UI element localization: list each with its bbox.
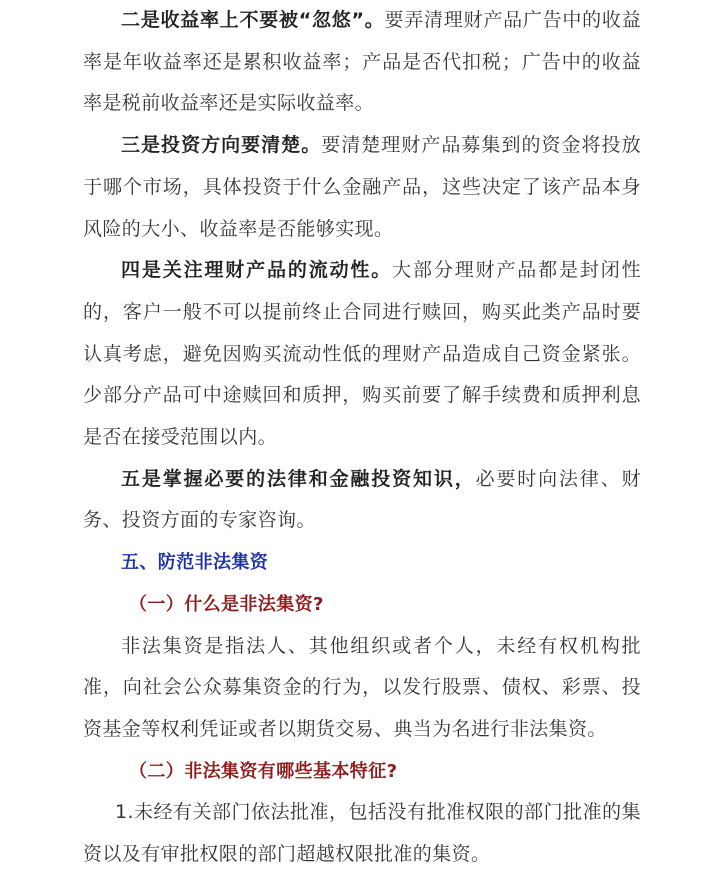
paragraph-text: 大部分理财产品都是封闭性的，客户一般不可以提前终止合同进行赎回，购买此类产品时要认真考虑，避免因购买流动性低的理财产品造成自己资金紧张。少部分产品可中途赎回和质押，购买前要了解手续费和质押利息是否在接受范围以内。 <box>83 259 641 449</box>
paragraph-text: 必要时向法律、财务、投资方面的专家咨询。 <box>83 467 641 532</box>
paragraph-lead: 三是投资方向要清楚。 <box>121 134 322 157</box>
subsection-heading-definition: （一）什么是非法集资? <box>129 593 324 615</box>
paragraph-liquidity <box>83 250 641 459</box>
paragraph-text: 要清楚理财产品募集到的资金将投放于哪个市场，具体投资于什么金融产品，这些决定了该产品本身风险的大小、收益率是否能够实现。 <box>83 134 641 240</box>
paragraph-text: 要弄清理财产品广告中的收益率是年收益率还是累积收益率；产品是否代扣税；广告中的收益率是税前收益率还是实际收益率。 <box>83 9 642 115</box>
paragraph-knowledge <box>83 459 641 542</box>
paragraph-lead: 二是收益率上不要被“忽悠”。 <box>121 9 385 31</box>
paragraph-investment-direction <box>83 125 641 250</box>
paragraph-lead: 五是掌握必要的法律和金融投资知识， <box>121 467 476 490</box>
paragraph-definition: 非法集资是指法人、其他组织或者个人，未经有权机构批准，向社会公众募集资金的行为，以发行股票、债权、彩票、投资基金等权利凭证或者以期货交易、典当为名进行非法集资。 <box>83 634 641 740</box>
section-heading: 五、防范非法集资 <box>121 552 269 574</box>
feature-item-1: 1.未经有关部门依法批准，包括没有批准权限的部门批准的集资以及有审批权限的部门超越权限批准的集资。 <box>83 801 641 866</box>
paragraph-lead: 四是关注理财产品的流动性。 <box>121 259 393 282</box>
subsection-heading-features: （二）非法集资有哪些基本特征? <box>129 760 398 782</box>
paragraph-yield <box>83 0 641 125</box>
